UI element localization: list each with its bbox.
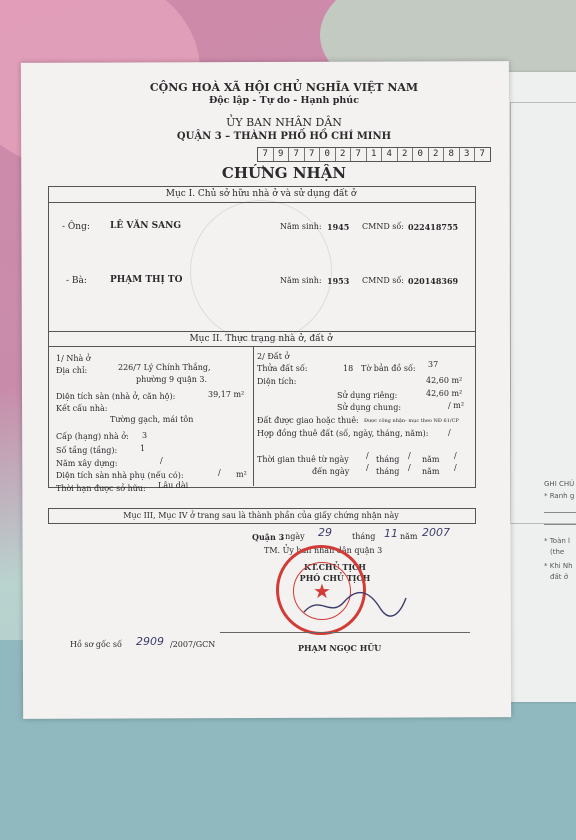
area-label: Diện tích: (257, 377, 297, 386)
serial-digit: 7 (479, 149, 485, 159)
lease-from-month: / (408, 451, 411, 460)
note-rule (544, 524, 576, 525)
serial-digit: 3 (460, 148, 476, 161)
year: 2007 (422, 526, 450, 539)
serial-digit: 8 (444, 148, 460, 161)
lease-contract: / (448, 428, 451, 437)
serial-digit: 2 (336, 148, 352, 161)
lease-to-month: / (408, 463, 411, 472)
serial-digit: 0 (413, 148, 429, 161)
shared-use-label: Sử dụng chung: (337, 403, 402, 412)
serial-digit: 9 (274, 148, 290, 161)
serial-number (257, 147, 491, 162)
term-label: Thời hạn được sở hữu: (56, 484, 146, 493)
parcel: 18 (343, 364, 354, 373)
authority-line2: PHÓ CHỦ TỊCH (299, 573, 371, 583)
note-line: (the (550, 548, 565, 556)
floor-area: 39,17 m² (208, 390, 245, 399)
serial-digit: 2 (429, 148, 445, 161)
owner2-birth-label: Năm sinh: (280, 276, 322, 285)
divider (48, 346, 475, 347)
on-behalf: TM. Ủy ban nhân dân quận 3 (264, 546, 383, 555)
parcel-label: Thửa đất số: (257, 364, 308, 373)
note-line: * Ranh g (544, 492, 575, 500)
owner2-birth: 1953 (327, 276, 350, 286)
star-icon: ★ (313, 579, 331, 603)
allocation-label: Đất được giao hoặc thuê: (257, 416, 359, 425)
lease-from-year-label: năm (422, 455, 440, 464)
owner1-name: LÊ VĂN SANG (110, 221, 182, 231)
lease-to-year: / (454, 463, 457, 472)
serial-digit: 2 (398, 148, 414, 161)
house-heading: 1/ Nhà ở (56, 354, 91, 363)
file-label: Hồ sơ gốc số (70, 640, 122, 649)
floors-label: Số tầng (tầng): (56, 446, 118, 455)
file-number: 2909 (136, 635, 164, 648)
lease-from-year: / (454, 451, 457, 460)
section1-heading: Mục I. Chủ sở hữu nhà ở và sử dụng đất ở (165, 189, 357, 199)
aux-area-unit: m² (236, 470, 247, 479)
address-line1: 226/7 Lý Chính Thắng, (118, 363, 211, 372)
serial-digit: 7 (351, 148, 367, 161)
owner1-id-label: CMND số: (362, 222, 404, 231)
committee-name: ỦY BAN NHÂN DÂN (226, 116, 342, 129)
private-use-label: Sử dụng riêng: (337, 391, 398, 400)
owner1-birth-label: Năm sinh: (280, 222, 322, 231)
owner2-name: PHẠM THỊ TO (110, 275, 183, 285)
private-use: 42,60 m² (426, 389, 463, 398)
lease-from-day: / (366, 451, 369, 460)
owner1-prefix: - Ông: (62, 222, 90, 232)
owner2-prefix: - Bà: (66, 276, 87, 286)
aux-area-value: / (218, 468, 221, 477)
structure-label: Kết cấu nhà: (56, 404, 108, 413)
serial-digit: 0 (320, 148, 336, 161)
address-label: Địa chỉ: (56, 366, 88, 375)
file-suffix: /2007/GCN (170, 640, 216, 649)
lease-from-month-label: tháng (376, 455, 400, 464)
signature-stroke (300, 590, 410, 620)
motto: Độc lập - Tự do - Hạnh phúc (208, 95, 359, 106)
serial-digit: 7 (305, 148, 321, 161)
divider (48, 202, 475, 203)
day: 29 (318, 526, 332, 539)
floors: 1 (140, 444, 146, 453)
lease-from-label: Thời gian thuê từ ngày (257, 455, 349, 464)
note-line: đất ở (550, 573, 568, 581)
map-label: Tờ bản đồ số: (361, 364, 416, 373)
district-name: QUẬN 3 – THÀNH PHỐ HỒ CHÍ MINH (176, 131, 392, 142)
section2-heading: Mục II. Thực trạng nhà ở, đất ở (189, 334, 333, 344)
authority-line1: KT.CHỦ TỊCH (304, 562, 366, 572)
owner2-id-label: CMND số: (362, 276, 404, 285)
grade-label: Cấp (hạng) nhà ở: (56, 432, 129, 441)
shared-use: / m² (448, 401, 465, 410)
note-line: * Khi Nh (544, 562, 573, 570)
serial-digit: 7 (289, 148, 305, 161)
floor-area-label: Diện tích sàn (nhà ở, căn hộ): (56, 392, 176, 401)
signer-name: PHẠM NGỌC HỮU (298, 643, 382, 653)
land-heading: 2/ Đất ở (257, 352, 290, 361)
month: 11 (384, 527, 398, 540)
note-rule (544, 512, 576, 513)
serial-digit: 1 (367, 148, 383, 161)
lease-to-day: / (366, 463, 369, 472)
serial-digit: 4 (382, 148, 398, 161)
month-label: tháng (352, 532, 376, 541)
lease-to-label: đến ngày (312, 467, 350, 476)
allocation: Được công nhận- mục theo NĐ 61/CP (364, 418, 459, 424)
grade: 3 (142, 431, 148, 440)
year-built-label: Năm xây dựng: (56, 459, 118, 468)
note-heading: GHI CHÚ (544, 480, 575, 488)
document-title: CHỨNG NHẬN (221, 164, 347, 182)
owner2-id: 020148369 (408, 276, 459, 286)
owner1-birth: 1945 (327, 222, 350, 232)
address-line2: phường 9 quận 3. (136, 375, 208, 384)
place-label: Quận 3 (252, 532, 285, 542)
area: 42,60 m² (426, 376, 463, 385)
lease-to-year-label: năm (422, 467, 440, 476)
year-built: / (160, 456, 163, 465)
column-divider (253, 346, 254, 486)
structure: Tường gạch, mái tôn (110, 415, 194, 424)
day-label: , ngày (280, 532, 305, 541)
section3-note: Mục III, Mục IV ở trang sau là thành phần của giấy chứng nhận này (123, 511, 399, 520)
lease-to-month-label: tháng (376, 467, 400, 476)
country-name: CỘNG HOÀ XÃ HỘI CHỦ NGHĨA VIỆT NAM (149, 81, 419, 94)
term: Lâu dài (158, 481, 189, 490)
divider (48, 331, 475, 332)
note-line: * Toàn l (544, 537, 570, 545)
aux-area-label: Diện tích sàn nhà phụ (nếu có): (56, 471, 184, 480)
serial-digit: 7 (258, 148, 274, 161)
year-label: năm (400, 532, 418, 541)
owner1-id: 022418755 (408, 222, 459, 232)
map-sheet: 37 (428, 360, 439, 369)
lease-contract-label: Hợp đồng thuê đất (số, ngày, tháng, năm): (257, 429, 429, 438)
signature-rule (220, 632, 470, 633)
